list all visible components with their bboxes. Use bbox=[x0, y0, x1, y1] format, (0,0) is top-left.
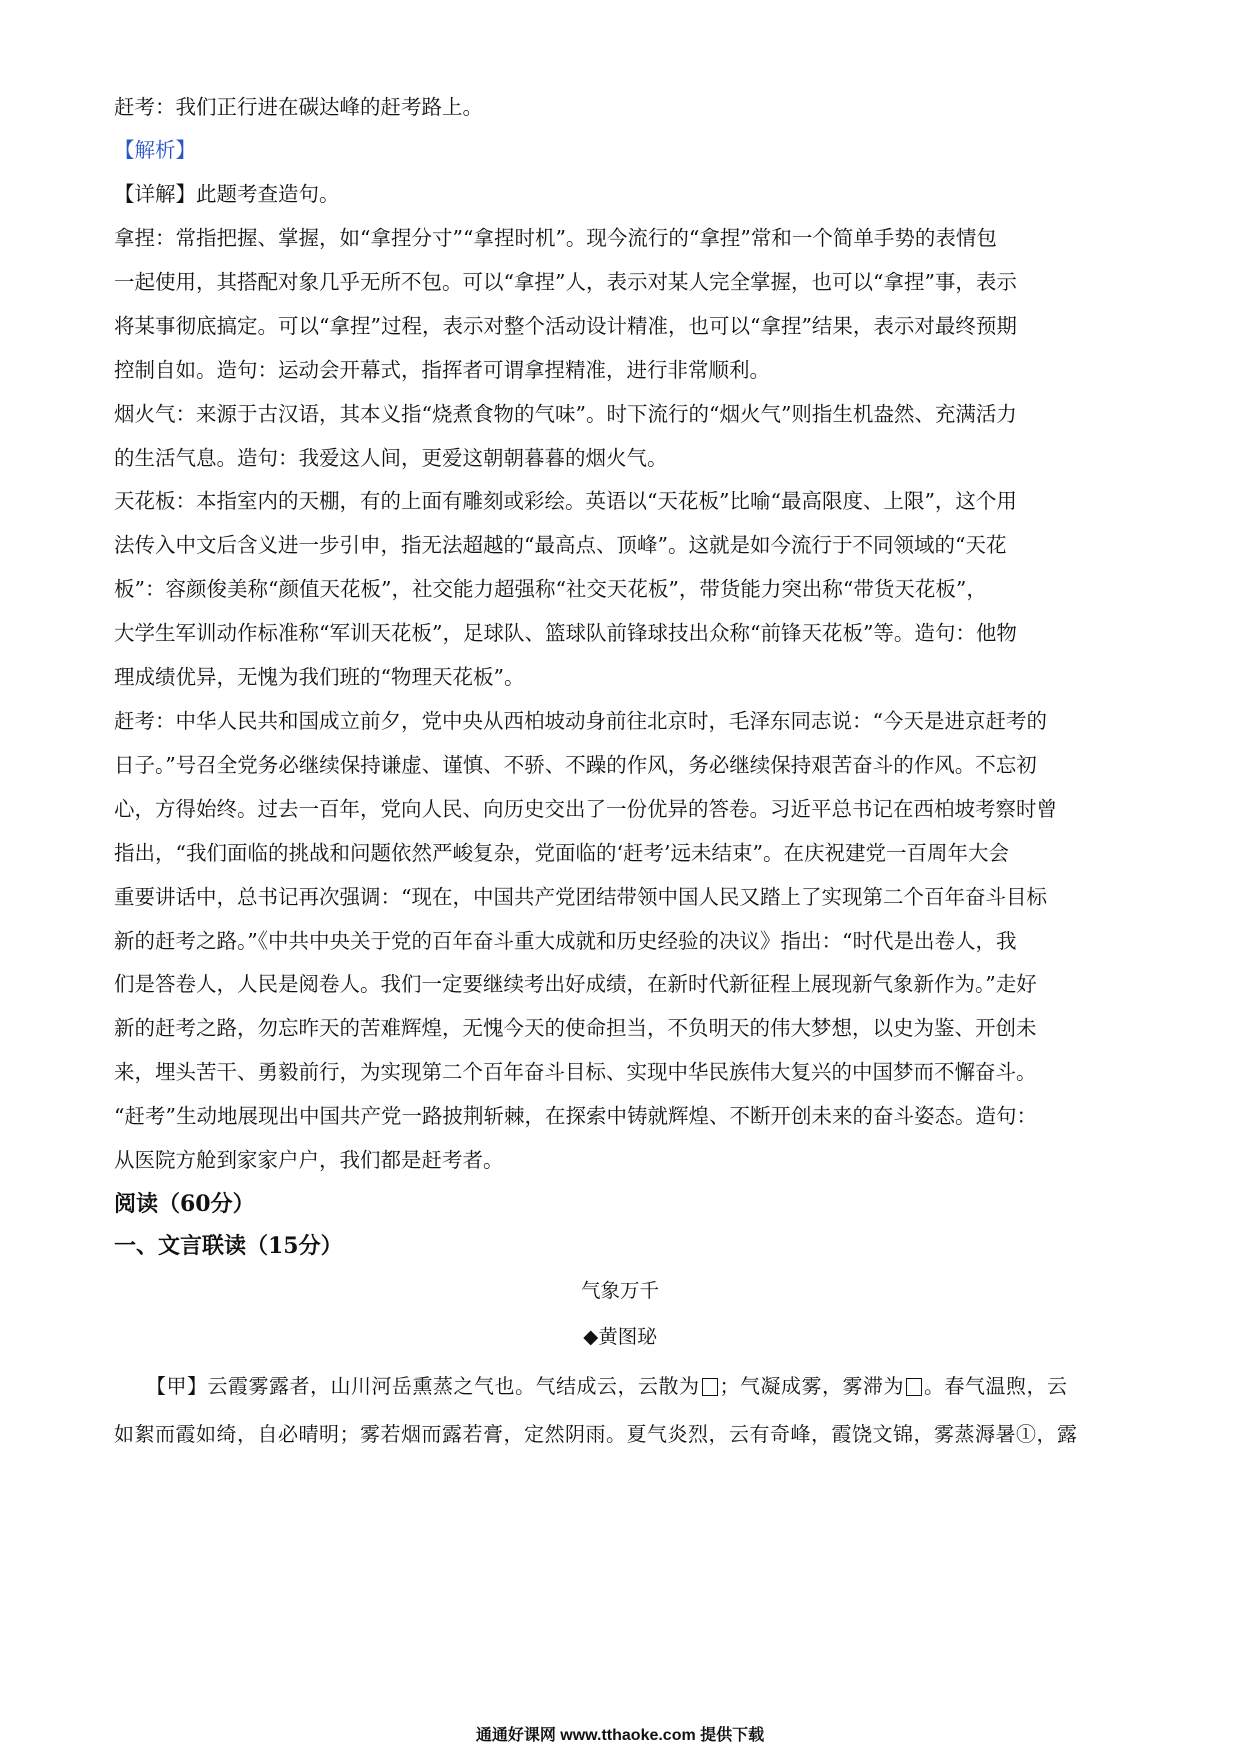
classical-text: ，露 bbox=[1036, 1422, 1078, 1446]
body-line: 来，埋头苦干、勇毅前行，为实现第二个百年奋斗目标、实现中华民族伟大复兴的中国梦而不懈奋斗。 bbox=[114, 1060, 1037, 1084]
essay-author: ◆黄图珌 bbox=[583, 1325, 657, 1348]
classical-text: 【甲】云霞雾露者，山川河岳熏蒸之气也。气结成云，云散为 bbox=[146, 1374, 700, 1398]
body-line: 一起使用，其搭配对象几乎无所不包。可以“拿捏”人，表示对某人完全掌握，也可以“拿捏”事，表示 bbox=[114, 270, 1017, 294]
classical-text: 如絮而霞如绮，自必晴明；雾若烟而露若膏，定然阴雨。夏气炎烈，云有奇峰，霞饶文锦，雾蒸溽暑 bbox=[114, 1422, 1016, 1446]
body-line: 们是答卷人，人民是阅卷人。我们一定要继续考出好成绩，在新时代新征程上展现新气象新作为。”走好 bbox=[114, 972, 1037, 996]
section-heading-reading: 阅读（60分） bbox=[114, 1191, 255, 1217]
classical-text-line bbox=[146, 1362, 1126, 1411]
body-line: 心，方得始终。过去一百年，党向人民、向历史交出了一份优异的答卷。习近平总书记在西柏坡考察时曾 bbox=[114, 797, 1057, 821]
blank-box bbox=[906, 1378, 922, 1396]
classical-text: 。春气温煦，云 bbox=[924, 1374, 1068, 1398]
body-line: 赶考：中华人民共和国成立前夕，党中央从西柏坡动身前往北京时，毛泽东同志说：“今天是进京赶考的 bbox=[114, 709, 1047, 733]
body-line: 法传入中文后含义进一步引申，指无法超越的“最高点、顶峰”。这就是如今流行于不同领域的“天花 bbox=[114, 533, 1007, 557]
answer-line: 赶考：我们正行进在碳达峰的赶考路上。 bbox=[114, 95, 483, 119]
page-footer: 通通好课网 www.tthaoke.com 提供下载 bbox=[475, 1727, 765, 1744]
body-line: 日子。”号召全党务必继续保持谦虚、谨慎、不骄、不躁的作风，务必继续保持艰苦奋斗的作风。不忘初 bbox=[114, 753, 1037, 777]
essay-title: 气象万千 bbox=[580, 1279, 659, 1302]
body-line: 新的赶考之路，勿忘昨天的苦难辉煌，无愧今天的使命担当，不负明天的伟大梦想，以史为鉴、开创未 bbox=[114, 1016, 1037, 1040]
body-line: 理成绩优异，无愧为我们班的“物理天花板”。 bbox=[114, 665, 525, 689]
classical-text: ；气凝成雾，雾滞为 bbox=[719, 1374, 904, 1398]
body-line: 新的赶考之路。”《中共中央关于党的百年奋斗重大成就和历史经验的决议》指出：“时代是出卷人，我 bbox=[114, 929, 1017, 953]
footnote-marker: ① bbox=[1016, 1422, 1037, 1446]
body-line: 烟火气：来源于古汉语，其本义指“烧煮食物的气味”。时下流行的“烟火气”则指生机盎然、充满活力 bbox=[114, 402, 1017, 426]
explanation-heading: 【详解】此题考查造句。 bbox=[114, 182, 340, 206]
body-line: 控制自如。造句：运动会开幕式，指挥者可谓拿捏精准，进行非常顺利。 bbox=[114, 358, 770, 382]
analysis-label: 【解析】 bbox=[114, 138, 196, 162]
body-line: 指出，“我们面临的挑战和问题依然严峻复杂，党面临的‘赶考’远未结束”。在庆祝建党一百周年大会 bbox=[114, 841, 1009, 865]
body-line: 拿捏：常指把握、掌握，如“拿捏分寸”“拿捏时机”。现今流行的“拿捏”常和一个简单手势的表情包 bbox=[114, 226, 997, 250]
body-line: 大学生军训动作标准称“军训天花板”，足球队、篮球队前锋球技出众称“前锋天花板”等。造句：他物 bbox=[114, 621, 1017, 645]
section-heading-classical: 一、文言联读（15分） bbox=[114, 1233, 343, 1259]
body-line: 从医院方舱到家家户户，我们都是赶考者。 bbox=[114, 1148, 504, 1172]
body-line: “赶考”生动地展现出中国共产党一路披荆斩棘，在探索中铸就辉煌、不断开创未来的奋斗姿态。造句： bbox=[114, 1104, 1037, 1128]
classical-text-line bbox=[114, 1410, 1124, 1459]
blank-box bbox=[702, 1378, 718, 1396]
body-line: 天花板：本指室内的天棚，有的上面有雕刻或彩绘。英语以“天花板”比喻“最高限度、上限”，这个用 bbox=[114, 489, 1017, 513]
body-line: 重要讲话中，总书记再次强调：“现在，中国共产党团结带领中国人民又踏上了实现第二个百年奋斗目标 bbox=[114, 885, 1047, 909]
body-line: 的生活气息。造句：我爱这人间，更爱这朝朝暮暮的烟火气。 bbox=[114, 446, 668, 470]
body-line: 板”：容颜俊美称“颜值天花板”，社交能力超强称“社交天花板”，带货能力突出称“带货天花板”， bbox=[114, 577, 987, 601]
body-line: 将某事彻底搞定。可以“拿捏”过程，表示对整个活动设计精准，也可以“拿捏”结果，表示对最终预期 bbox=[114, 314, 1017, 338]
